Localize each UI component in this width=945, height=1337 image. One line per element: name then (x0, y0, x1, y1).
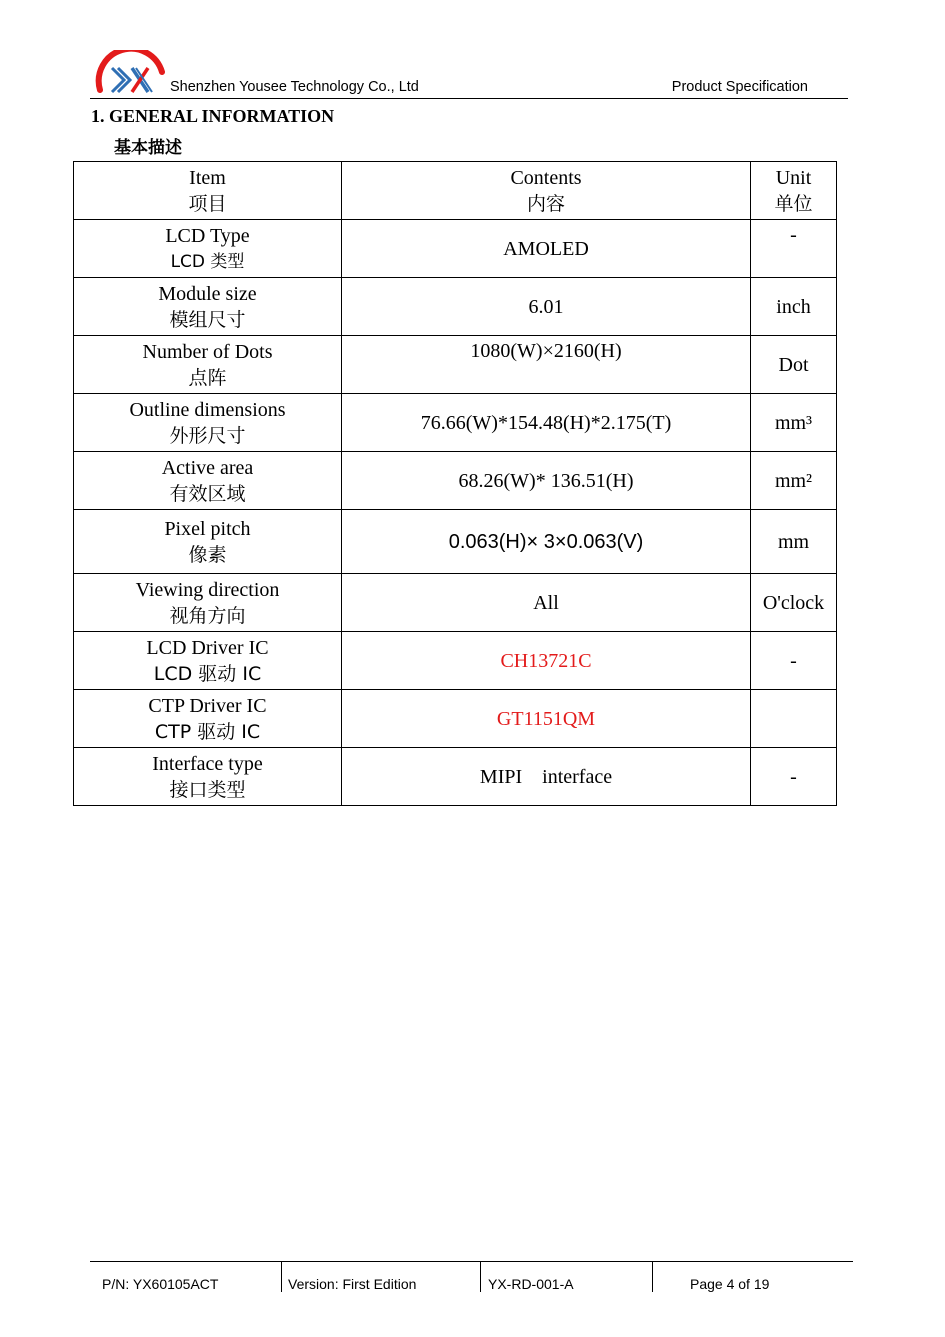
row-unit: mm² (751, 452, 837, 510)
row-item (74, 452, 342, 510)
company-logo (90, 50, 166, 98)
row-item (74, 220, 342, 278)
table-row (74, 278, 837, 336)
header-unit (751, 162, 837, 220)
page-number: Page 4 of 19 (690, 1276, 770, 1292)
table-row (74, 632, 837, 690)
item-en: Active area (161, 456, 254, 479)
section-subtitle: 基本描述 (114, 138, 182, 158)
item-en: LCD Type (165, 224, 250, 247)
page-header (90, 50, 848, 99)
row-value: All (342, 574, 751, 632)
table-row (74, 574, 837, 632)
row-item (74, 748, 342, 806)
company-name: Shenzhen Yousee Technology Co., Ltd (170, 79, 419, 95)
row-unit: - (751, 748, 837, 806)
table-row (74, 510, 837, 574)
row-item (74, 510, 342, 574)
row-value: 6.01 (342, 278, 751, 336)
header-contents (342, 162, 751, 220)
row-item (74, 690, 342, 748)
item-cn: CTP 驱动 IC (154, 720, 261, 743)
footer-part-number (90, 1262, 280, 1292)
item-en: Pixel pitch (164, 517, 251, 540)
row-item (74, 278, 342, 336)
row-unit (751, 690, 837, 748)
item-cn: 像素 (188, 543, 227, 566)
item-en: Viewing direction (135, 578, 280, 601)
row-unit: O'clock (751, 574, 837, 632)
item-cn: LCD 驱动 IC (153, 662, 262, 685)
table-row (74, 336, 837, 394)
header-item (74, 162, 342, 220)
version-label: Version: First Edition (288, 1276, 417, 1292)
table-header-row (74, 162, 837, 220)
item-en: LCD Driver IC (146, 636, 269, 659)
row-unit: mm³ (751, 394, 837, 452)
table-row (74, 452, 837, 510)
item-cn: 模组尺寸 (169, 308, 246, 331)
row-value: 1080(W)×2160(H) (342, 336, 751, 394)
item-en: Interface type (152, 752, 263, 775)
section-title: 1. GENERAL INFORMATION (91, 106, 335, 126)
footer-version (282, 1262, 480, 1292)
row-unit: - (751, 632, 837, 690)
footer-doc-number (481, 1262, 651, 1292)
header-unit-en: Unit (775, 166, 812, 189)
page-footer (90, 1261, 853, 1292)
row-item (74, 336, 342, 394)
item-cn: 视角方向 (169, 604, 246, 627)
table-row (74, 748, 837, 806)
row-item (74, 632, 342, 690)
row-value: 68.26(W)* 136.51(H) (342, 452, 751, 510)
table-row (74, 394, 837, 452)
item-cn: 点阵 (188, 366, 227, 389)
row-unit: - (751, 220, 837, 278)
row-item (74, 574, 342, 632)
row-value: GT1151QM (342, 690, 751, 748)
footer-page (653, 1262, 853, 1292)
row-unit: inch (751, 278, 837, 336)
row-unit: mm (751, 510, 837, 574)
doc-number: YX-RD-001-A (488, 1276, 574, 1292)
row-value: AMOLED (342, 220, 751, 278)
general-info-table (73, 161, 837, 806)
part-number: P/N: YX60105ACT (102, 1276, 219, 1292)
header-unit-cn: 单位 (774, 192, 813, 215)
row-item (74, 394, 342, 452)
header-item-cn: 项目 (188, 192, 227, 215)
table-row (74, 220, 837, 278)
header-contents-cn: 内容 (526, 192, 565, 215)
item-en: CTP Driver IC (148, 694, 267, 717)
table-row (74, 690, 837, 748)
item-en: Module size (158, 282, 257, 305)
header-item-en: Item (189, 166, 226, 189)
row-unit: Dot (751, 336, 837, 394)
item-en: Number of Dots (142, 340, 273, 363)
row-value: CH13721C (342, 632, 751, 690)
header-contents-en: Contents (510, 166, 582, 189)
item-cn: LCD 类型 (170, 251, 245, 272)
document-type: Product Specification (671, 79, 808, 95)
item-cn: 有效区域 (169, 482, 246, 505)
item-en: Outline dimensions (129, 398, 286, 421)
item-cn: 外形尺寸 (169, 424, 246, 447)
row-value: 0.063(H)× 3×0.063(V) (342, 510, 751, 574)
item-cn: 接口类型 (169, 778, 246, 801)
row-value: MIPI interface (342, 748, 751, 806)
row-value: 76.66(W)*154.48(H)*2.175(T) (342, 394, 751, 452)
